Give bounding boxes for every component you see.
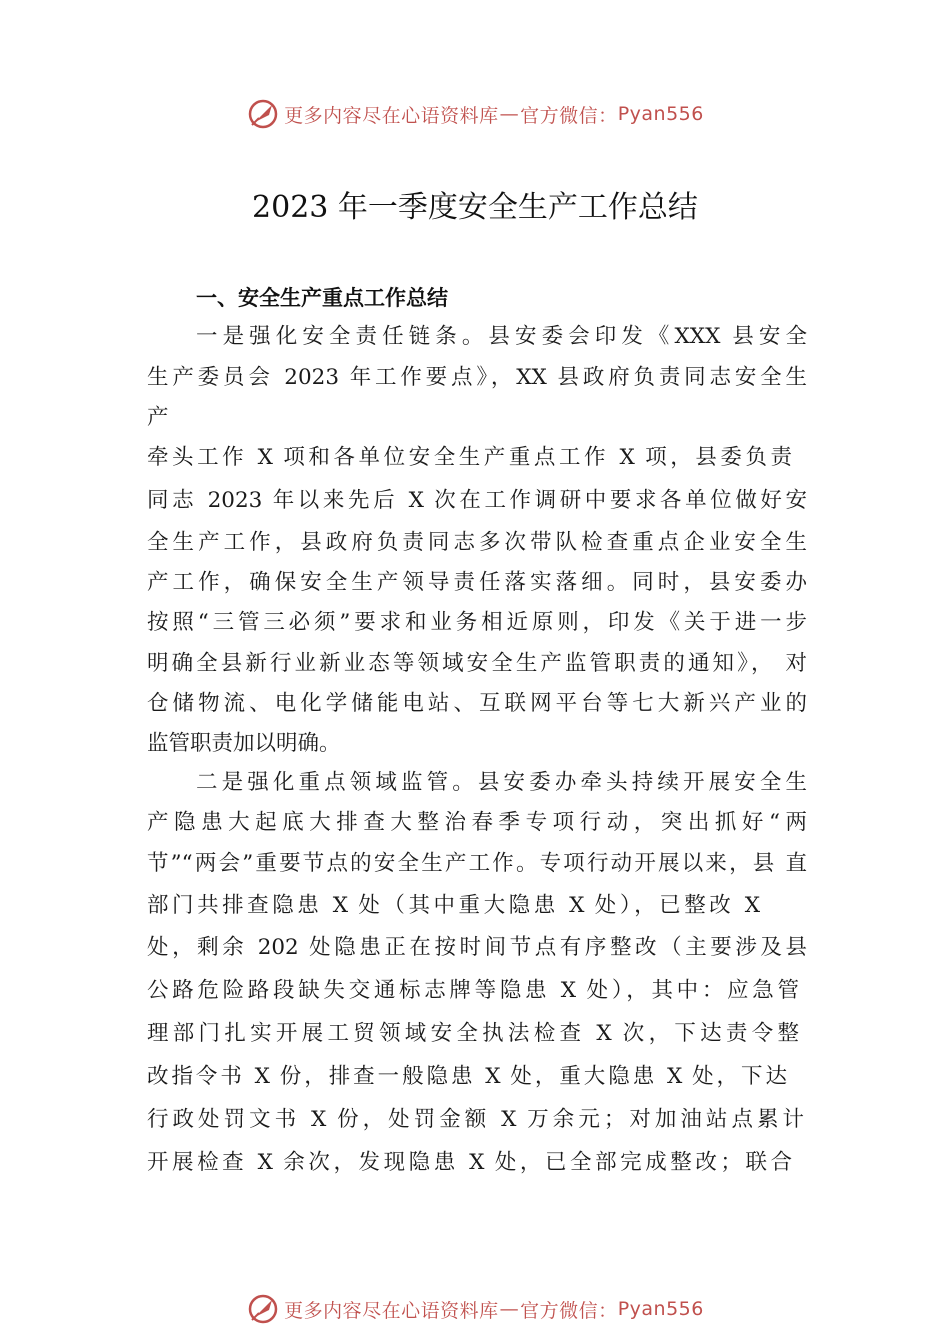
watermark-header	[0, 96, 950, 132]
paragraph-line: 处，剩余 202 处隐患正在按时间节点有序整改（主要涉及县	[147, 935, 807, 960]
paragraph-line: 开展检查 X 余次，发现隐患 X 处，已全部完成整改；联合	[147, 1150, 792, 1175]
paragraph-line: 明确全县新行业新业态等领域安全生产监管职责的通知》， 对	[147, 651, 807, 676]
paragraph-line: 二是强化重点领域监管。县安委办牵头持续开展安全生	[196, 770, 807, 795]
section-heading: 一、安全生产重点工作总结	[196, 286, 448, 310]
paragraph-line: 产	[147, 405, 169, 430]
watermark-brand: 更多内容尽在心语资料库	[284, 1299, 499, 1322]
paragraph-line: 公路危险路段缺失交通标志牌等隐患 X 处），其中：应急管	[147, 978, 799, 1003]
paragraph-line: 产隐患大起底大排查大整治春季专项行动，突出抓好“两	[147, 810, 807, 835]
paragraph-line: 按照“三管三必须”要求和业务相近原则，印发《关于进一步	[147, 610, 807, 635]
paragraph-line: 仓储物流、电化学储能电站、互联网平台等七大新兴产业的	[147, 691, 807, 716]
paragraph-line: 行政处罚文书 X 份，处罚金额 X 万余元；对加油站点累计	[147, 1107, 804, 1132]
watermark-footer	[0, 1291, 950, 1327]
paragraph-line: 改指令书 X 份，排查一般隐患 X 处，重大隐患 X 处，下达	[147, 1064, 787, 1089]
quill-logo-icon	[246, 1292, 280, 1326]
watermark-label: 官方微信：	[520, 104, 618, 127]
watermark-brand: 更多内容尽在心语资料库	[284, 104, 499, 127]
paragraph-line: 部门共排查隐患 X 处（其中重大隐患 X 处），已整改 X	[147, 893, 760, 918]
watermark-dash: —	[499, 103, 520, 125]
paragraph-line: 全生产工作，县政府负责同志多次带队检查重点企业安全生	[147, 530, 807, 555]
document-title: 2023 年一季度安全生产工作总结	[252, 190, 698, 225]
watermark-label: 官方微信：	[520, 1299, 618, 1322]
watermark-wechat-id: Pyan556	[617, 103, 704, 125]
paragraph-line: 牵头工作 X 项和各单位安全生产重点工作 X 项，县委负责	[147, 445, 792, 470]
watermark-dash: —	[499, 1298, 520, 1320]
quill-logo-icon	[246, 97, 280, 131]
paragraph-line: 理部门扎实开展工贸领域安全执法检查 X 次，下达责令整	[147, 1021, 799, 1046]
paragraph-line: 监管职责加以明确。	[147, 731, 341, 756]
paragraph-line: 同志 2023 年以来先后 X 次在工作调研中要求各单位做好安	[147, 488, 807, 513]
paragraph-line: 一是强化安全责任链条。县安委会印发《XXX 县安全	[196, 324, 807, 349]
paragraph-line: 节”“两会”重要节点的安全生产工作。专项行动开展以来，县 直	[147, 851, 807, 876]
watermark-wechat-id: Pyan556	[617, 1298, 704, 1320]
paragraph-line: 产工作，确保安全生产领导责任落实落细。同时，县安委办	[147, 570, 807, 595]
paragraph-line: 生产委员会 2023 年工作要点》，XX 县政府负责同志安全生	[147, 365, 807, 390]
